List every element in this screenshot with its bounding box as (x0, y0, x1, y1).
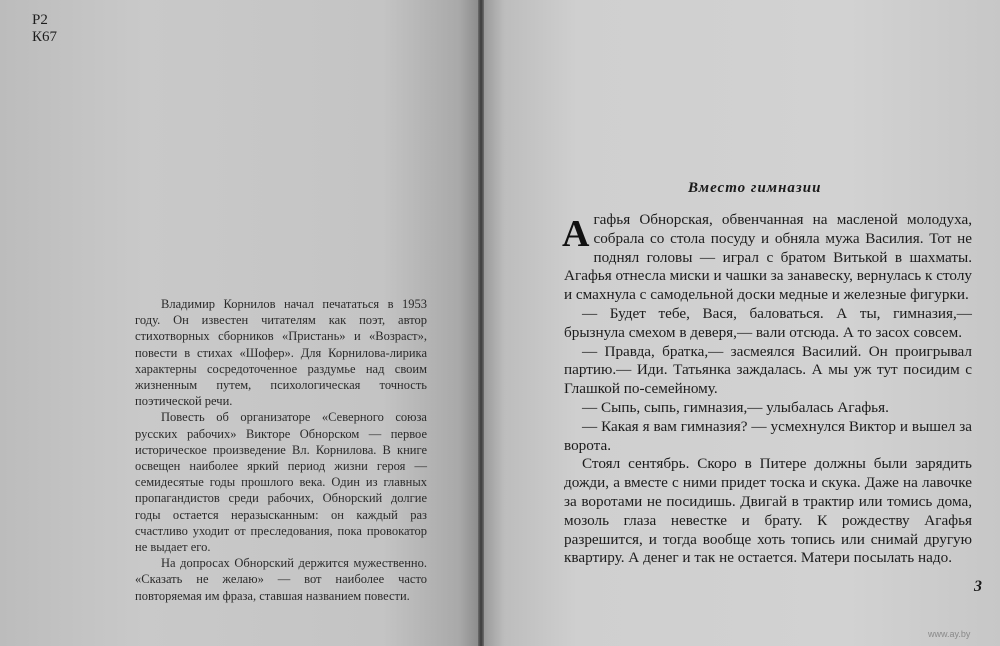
drop-cap: А (562, 213, 590, 255)
body-paragraph: — Сыпь, сыпь, гимназия,— улыбалась Агафья. (582, 398, 889, 416)
lib-code-line: К67 (32, 29, 58, 45)
watermark: www.ay.by (928, 629, 971, 639)
library-classification-code (32, 12, 57, 46)
annotation-paragraph: Повесть об организаторе «Северного союза русских рабочих» Викторе Обнорском — первое историческое произведение Вл. Корнилова. В книге освещен наиболее яркий период жизни героя — семидесятые годы прошлого века. Один из главных пропагандистов среди рабочих, Обнорский долгие годы остается неразысканным: он каждый раз счастливо уходит от преследования, пока провокатор не выдает его. (135, 410, 427, 555)
lib-code-line: Р2 (32, 12, 48, 28)
annotation-paragraph: Владимир Корнилов начал печататься в 1953 году. Он известен читателям как поэт, автор стихотворных сборников «Пристань» и «Возраст», повести в стихах «Шофер». Для Корнилова-лирика характерны сосредоточенное раздумье над своим жизненным путем, психологическая точность поэтической речи. (135, 297, 427, 409)
body-paragraph: — Правда, братка,— засмеялся Василий. Он проигрывал партию.— Иди. Татьянка заждалась. А мы уж тут посидим с Глашкой по-семейному. (564, 342, 972, 398)
chapter-title: Вместо гимназии (688, 180, 822, 196)
chapter-body (564, 211, 972, 568)
body-paragraph-text: гафья Обнорская, обвенчанная на масленой молодуха, собрала со стола посуду и обняла мужа Василия. Тот не поднял головы — играл с братом Витькой в шахматы. Агафья отнесла миски и чашки за занавеску, вернулась к столу и смахнула с самодельной доски медные и железные фигурки. (564, 211, 972, 304)
annotation-paragraph: На допросах Обнорский держится мужественно. «Сказать не желаю» — вот наиболее часто повторяемая им фраза, ставшая названием повести. (135, 556, 427, 603)
page-number: 3 (974, 578, 982, 595)
body-paragraph: Стоял сентябрь. Скоро в Питере должны были зарядить дожди, а вместе с ними придет тоска и скука. Даже на лавочке за воротами не посидишь. Двигай в трактир или томись дома, мозоль глаза невестке и брату. К рождеству Агафья разрешится, и тогда вообще хоть топись или снимай другую квартиру. А денег и так не остается. Матери посылать надо. (564, 455, 972, 567)
body-paragraph: — Какая я вам гимназия? — усмехнулся Виктор и вышел за ворота. (564, 417, 972, 454)
body-paragraph (564, 211, 972, 305)
book-annotation (135, 296, 427, 604)
left-page (0, 0, 478, 646)
body-paragraph: — Будет тебе, Вася, баловаться. А ты, гимназия,— брызнула смехом в деверя,— вали отсюда. А то засох совсем. (564, 304, 972, 341)
